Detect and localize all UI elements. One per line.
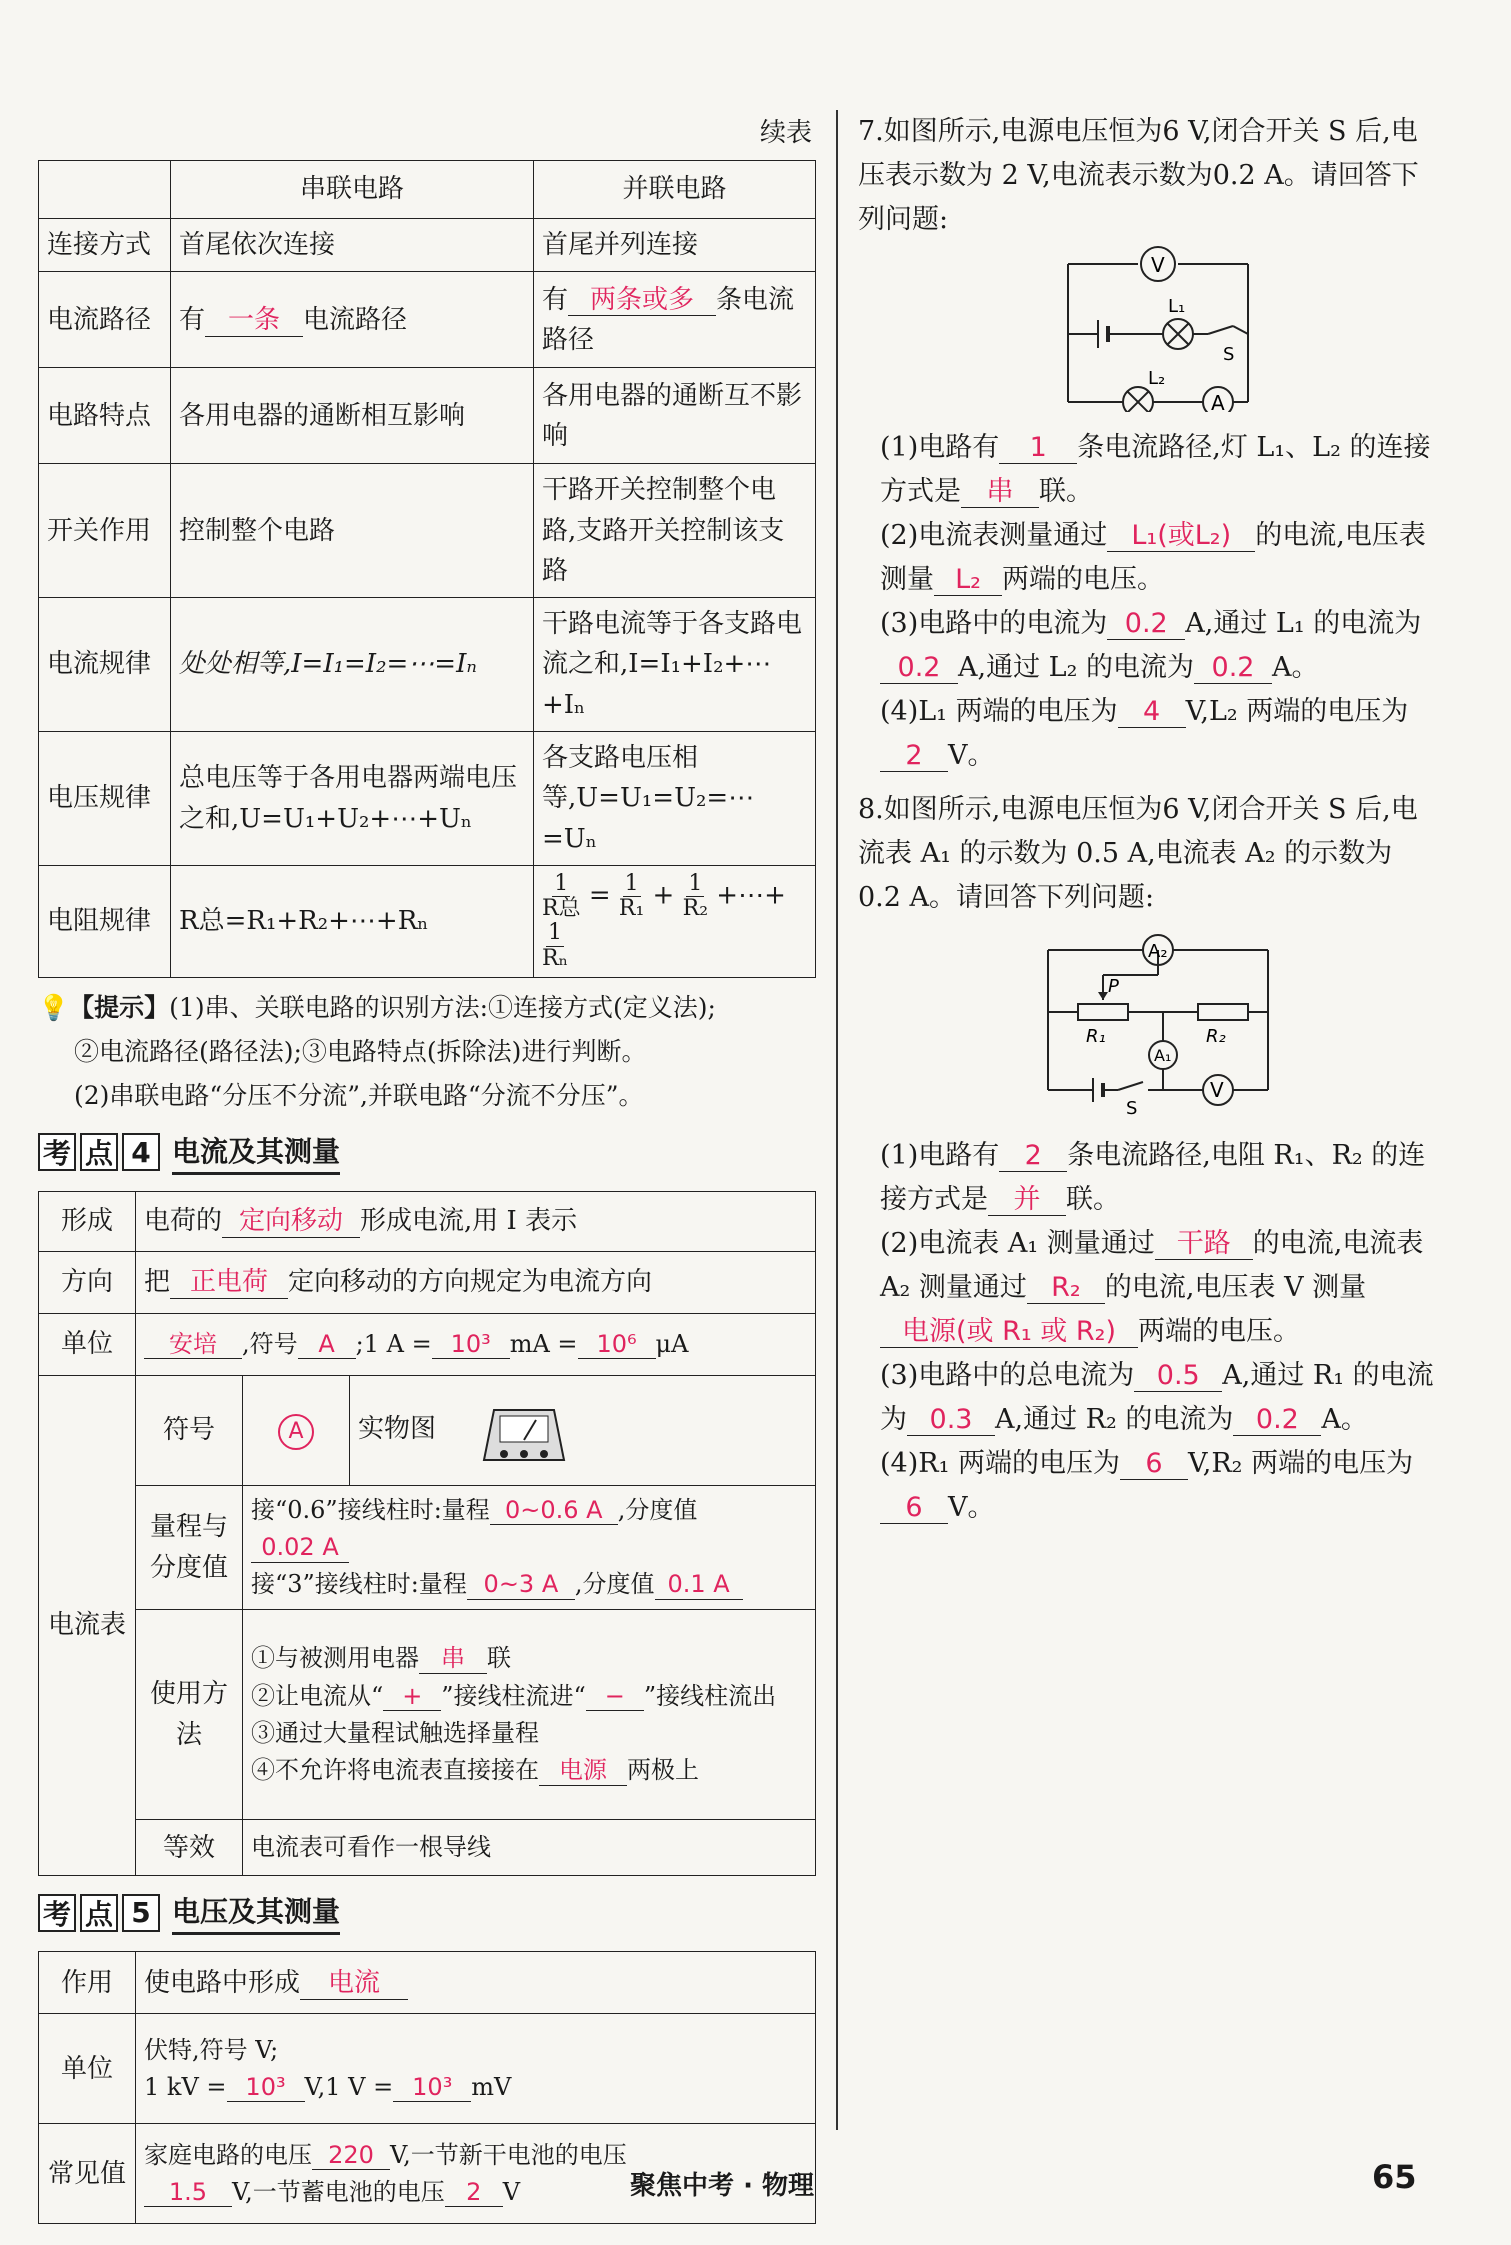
cell: 干路开关控制整个电路,支路开关控制该支路	[534, 464, 816, 598]
circuit-diagram-q7	[858, 242, 1438, 412]
parallel-resistance-formula: $\frac{1}{\text{R总}}$ = $\frac{1}{\text{R₁}}$ + $\frac{1}{\text{R₂}}$ +⋯+ $\frac{1}{\text{Rₙ}}$	[534, 865, 816, 977]
subquestion: (2)电流表 A₁ 测量通过 干路 的电流,电流表 A₂ 测量通过 R₂ 的电流,电压表 V 测量电源(或 R₁ 或 R₂) 两端的电压。	[880, 1228, 1424, 1347]
lamp-label: L₂	[1148, 368, 1166, 389]
row-label: 使用方法	[136, 1610, 243, 1820]
answer-blank: 2	[880, 740, 948, 772]
row-label: 电流表	[39, 1375, 136, 1876]
answer-blank: 电源(或 R₁ 或 R₂)	[880, 1316, 1138, 1348]
cell: 总电压等于各用电器两端电压之和,U=U₁+U₂+⋯+Uₙ	[171, 732, 534, 866]
question-stem: 7.如图所示,电源电压恒为6 V,闭合开关 S 后,电压表示数为 2 V,电流表示数为0.2 A。请回答下列问题:	[858, 116, 1419, 235]
row-label: 作用	[39, 1952, 136, 2014]
tip-label: 【提示】	[69, 992, 170, 1022]
cell: 伏特,符号 V; 1 kV = 10³ V,1 V = 10³ mV	[136, 2014, 816, 2124]
answer-blank: 0.1 A	[655, 1571, 743, 1600]
row-label: 符号	[136, 1375, 243, 1485]
cell: ①与被测用电器 串 联 ②让电流从“ + ”接线柱流进“ − ”接线柱流出 ③通过大量程试触选择量程 ④不允许将电流表直接接在 电源 两极上	[243, 1610, 816, 1820]
subquestion: (2)电流表测量通过 L₁(或L₂) 的电流,电压表测量 L₂ 两端的电压。	[880, 520, 1426, 595]
answer-blank: 电源	[539, 1757, 627, 1786]
right-column	[858, 110, 1438, 1530]
ammeter-label: A₁	[1154, 1046, 1172, 1065]
answer-blank: 1.5	[144, 2179, 232, 2208]
footer-book: 聚焦中考 · 物理	[630, 2171, 815, 2201]
section-heading-5: 考 点 5 电压及其测量	[38, 1890, 816, 1935]
subquestion: (1)电路有 2 条电流路径,电阻 R₁、R₂ 的连接方式是 并 联。	[880, 1140, 1426, 1215]
ammeter-device-icon	[474, 1390, 574, 1470]
switch-label: S	[1126, 1098, 1138, 1119]
answer-blank: 0.3	[907, 1404, 995, 1436]
cell: 电流表可看作一根导线	[243, 1820, 816, 1876]
answer-blank: 6	[1120, 1448, 1188, 1480]
answer-blank: 干路	[1155, 1228, 1253, 1260]
row-label: 量程与分度值	[136, 1485, 243, 1610]
lamp-label: L₁	[1168, 296, 1186, 317]
row-label: 常见值	[39, 2124, 136, 2224]
row-label: 单位	[39, 1313, 136, 1375]
ammeter-label: A	[1211, 391, 1225, 412]
answer-blank: 0.2	[1233, 1404, 1321, 1436]
cell: 控制整个电路	[171, 464, 534, 598]
cell: 使电路中形成 电流	[136, 1952, 816, 2014]
question-7	[858, 110, 1438, 778]
answer-blank: 定向移动	[222, 1207, 360, 1238]
row-label: 连接方式	[39, 219, 171, 272]
answer-blank: 0.2	[1107, 608, 1185, 640]
cell: 干路电流等于各支路电流之和,I=I₁+I₂+⋯+Iₙ	[534, 598, 816, 732]
cell: 家庭电路的电压 220 V,一节新干电池的电压 1.5 V,一节蓄电池的电压 2 V	[136, 2124, 816, 2224]
page-number: 65	[1372, 2158, 1417, 2196]
answer-blank: 串	[419, 1645, 487, 1674]
answer-blank: A	[298, 1331, 356, 1360]
answer-blank: 串	[961, 476, 1039, 508]
cell: 处处相等,I=I₁=I₂=⋯=Iₙ	[171, 598, 534, 732]
tip-line: (1)串、关联电路的识别方法:①连接方式(定义法);	[169, 992, 716, 1022]
bulb-icon: 💡	[38, 992, 70, 1022]
row-label: 单位	[39, 2014, 136, 2124]
answer-blank: 安培	[144, 1331, 242, 1360]
cell: 接“0.6”接线柱时:量程 0~0.6 A ,分度值 0.02 A 接“3”接线柱时:量程 0~3 A ,分度值 0.1 A	[243, 1485, 816, 1610]
header-series: 串联电路	[171, 161, 534, 219]
circuit-diagram-q8	[858, 920, 1438, 1120]
answer-blank: 0~3 A	[467, 1571, 575, 1600]
answer-blank: 10³	[432, 1331, 510, 1360]
answer-blank: +	[383, 1683, 441, 1712]
answer-blank: R₂	[1027, 1272, 1105, 1304]
answer-blank: 6	[880, 1492, 948, 1524]
answer-blank: 10³	[227, 2074, 305, 2103]
answer-blank: 2	[999, 1140, 1067, 1172]
section-title: 电压及其测量	[172, 1890, 340, 1935]
subquestion: (4)R₁ 两端的电压为 6 V,R₂ 两端的电压为6 V。	[880, 1448, 1414, 1523]
answer-blank: 10³	[393, 2074, 471, 2103]
answer-blank: 4	[1118, 696, 1186, 728]
answer-blank: 0~0.6 A	[490, 1497, 618, 1526]
cell: R总=R₁+R₂+⋯+Rₙ	[171, 865, 534, 977]
cell: 把 正电荷 定向移动的方向规定为电流方向	[136, 1251, 816, 1313]
resistor-label: R₂	[1206, 1026, 1226, 1047]
tip-line: ②电流路径(路径法);③电路特点(拆除法)进行判断。	[74, 1036, 647, 1066]
tip-box	[38, 986, 816, 1118]
answer-blank: 220	[312, 2142, 390, 2171]
cell	[350, 1375, 816, 1485]
cell: 电荷的 定向移动 形成电流,用 I 表示	[136, 1191, 816, 1251]
question-8	[858, 788, 1438, 1530]
series-parallel-table	[38, 160, 816, 978]
row-label: 电流规律	[39, 598, 171, 732]
answer-blank: 电流	[300, 1969, 408, 2000]
cell: 安培 ,符号 A ;1 A = 10³ mA = 10⁶ μA	[136, 1313, 816, 1375]
tip-line: (2)串联电路“分压不分流”,并联电路“分流不分压”。	[74, 1080, 644, 1110]
answer-blank: 10⁶	[578, 1331, 656, 1360]
current-table	[38, 1191, 816, 1877]
row-label: 等效	[136, 1820, 243, 1876]
row-label: 电路特点	[39, 368, 171, 464]
question-stem: 8.如图所示,电源电压恒为6 V,闭合开关 S 后,电流表 A₁ 的示数为 0.5 A,电流表 A₂ 的示数为 0.2 A。请回答下列问题:	[858, 794, 1418, 913]
answer-blank: 并	[988, 1184, 1066, 1216]
answer-blank: 0.2	[880, 652, 958, 684]
ammeter-label: A₂	[1148, 941, 1168, 962]
voltmeter-label: V	[1151, 253, 1165, 277]
cell: 首尾并列连接	[534, 219, 816, 272]
row-label: 方向	[39, 1251, 136, 1313]
slider-label: P	[1108, 976, 1119, 997]
answer-blank: 0.02 A	[251, 1534, 349, 1563]
row-label: 电流路径	[39, 272, 171, 368]
answer-blank: 2	[445, 2179, 503, 2208]
cell: 各用电器的通断互不影响	[534, 368, 816, 464]
answer-blank: 正电荷	[170, 1268, 288, 1299]
subquestion: (3)电路中的电流为 0.2 A,通过 L₁ 的电流为0.2 A,通过 L₂ 的电流为 0.2 A。	[880, 608, 1422, 683]
answer-blank: 一条	[205, 306, 303, 337]
answer-blank: −	[586, 1683, 644, 1712]
row-label: 电压规律	[39, 732, 171, 866]
answer-blank: 两条或多	[568, 286, 716, 317]
answer-blank: L₂	[934, 564, 1002, 596]
resistor-label: R₁	[1086, 1026, 1106, 1047]
ammeter-symbol: A	[243, 1375, 350, 1485]
left-column	[38, 160, 816, 2224]
cell: 各支路电压相等,U=U₁=U₂=⋯=Uₙ	[534, 732, 816, 866]
real-label: 实物图	[358, 1414, 437, 1445]
continued-label: 续表	[760, 118, 813, 148]
subquestion: (3)电路中的总电流为 0.5 A,通过 R₁ 的电流为 0.3 A,通过 R₂ 的电流为 0.2 A。	[880, 1360, 1434, 1435]
cell: 首尾依次连接	[171, 219, 534, 272]
subquestion: (4)L₁ 两端的电压为 4 V,L₂ 两端的电压为2 V。	[880, 696, 1409, 771]
cell: 有 两条或多 条电流路径	[534, 272, 816, 368]
row-label: 开关作用	[39, 464, 171, 598]
cell: 有 一条 电流路径	[171, 272, 534, 368]
voltmeter-label: V	[1210, 1078, 1224, 1102]
row-label: 形成	[39, 1191, 136, 1251]
answer-blank: 0.5	[1134, 1360, 1222, 1392]
column-divider	[836, 110, 838, 2130]
header-parallel: 并联电路	[534, 161, 816, 219]
section-title: 电流及其测量	[172, 1130, 340, 1175]
cell: 各用电器的通断相互影响	[171, 368, 534, 464]
subquestion: (1)电路有 1 条电流路径,灯 L₁、L₂ 的连接方式是 串 联。	[880, 432, 1431, 507]
answer-blank: 0.2	[1194, 652, 1272, 684]
answer-blank: 1	[999, 432, 1077, 464]
answer-blank: L₁(或L₂)	[1107, 520, 1255, 552]
row-label: 电阻规律	[39, 865, 171, 977]
section-heading-4: 考 点 4 电流及其测量	[38, 1130, 816, 1175]
switch-label: S	[1223, 344, 1235, 365]
